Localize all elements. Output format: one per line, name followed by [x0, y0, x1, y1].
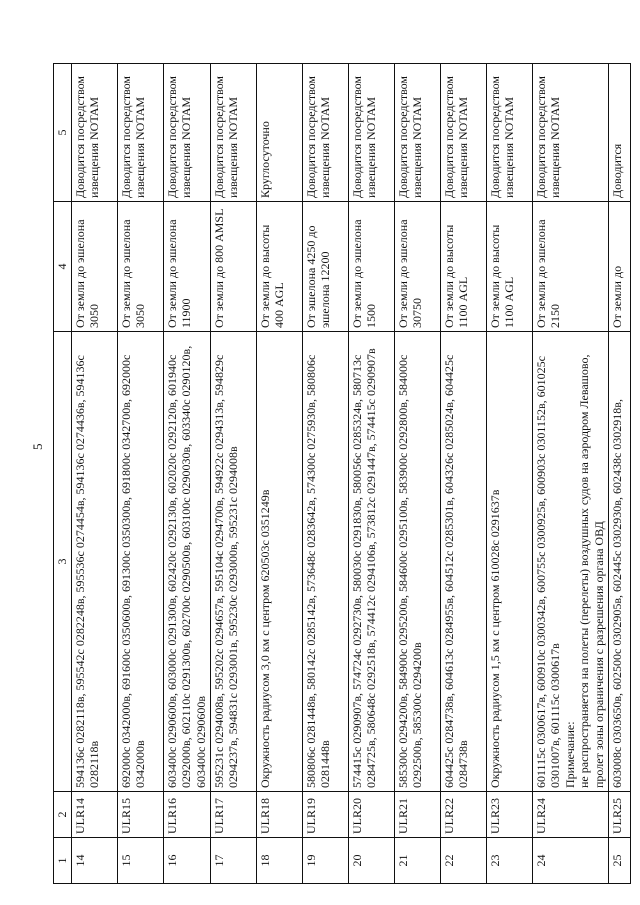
- zone-coordinates: 692000с 0342000в, 691600с 0350600в, 691300с 0350300в, 691800с 0342700в, 692000с 0342000в: [117, 332, 163, 792]
- activation-mode: Доводится посредством извещения NOTAM: [486, 64, 532, 202]
- row-number: 25: [608, 838, 630, 884]
- activation-mode: Доводится посредством извещения NOTAM: [532, 64, 608, 202]
- zone-code: ULR23: [486, 792, 532, 838]
- zone-code: ULR20: [348, 792, 394, 838]
- header-row: [54, 64, 72, 884]
- zone-code: ULR15: [117, 792, 163, 838]
- row-number: 15: [117, 838, 163, 884]
- row-number: 20: [348, 838, 394, 884]
- vertical-limits: От земли до: [608, 202, 630, 332]
- row-number: 24: [532, 838, 608, 884]
- table-row: [532, 64, 608, 884]
- zone-coordinates: 601115с 0300617в, 600910с 0300342в, 600755с 0300925в, 600903с 0301152в, 601025с 0301007в, 601115с 0300617в: [533, 356, 563, 788]
- zone-code: ULR14: [71, 792, 117, 838]
- rotated-page: [53, 64, 624, 884]
- zone-coordinates: 585300с 0294200в, 584900с 0295200в, 584600с 0295100в, 583900с 0292800в, 584000с 0292500в, 585300с 0294200в: [394, 332, 440, 792]
- vertical-limits: От земли до высоты 400 AGL: [256, 202, 302, 332]
- activation-mode: Доводится посредством извещения NOTAM: [348, 64, 394, 202]
- zone-coordinates: 604425с 0284738в, 604613с 0284955в, 604512с 0285301в, 604326с 0285024в, 604425с 0284738в: [440, 332, 486, 792]
- activation-mode: Доводится посредством извещения NOTAM: [302, 64, 348, 202]
- activation-mode: Круглосуточно: [256, 64, 302, 202]
- restricted-zones-table: [53, 63, 631, 884]
- zone-coordinates: Окружность радиусом 1,5 км с центром 610028с 0291637в: [486, 332, 532, 792]
- table-row: [256, 64, 302, 884]
- table-row: [348, 64, 394, 884]
- zone-coordinates: 594136с 0282118в, 595542с 0282248в, 595536с 0274454в, 594136с 0274436в, 594136с 0282118в: [71, 332, 117, 792]
- zone-code: ULR18: [256, 792, 302, 838]
- activation-mode: Доводится посредством извещения NOTAM: [440, 64, 486, 202]
- vertical-limits: От земли до 800 AMSL: [210, 202, 256, 332]
- header-col-3: 3: [54, 332, 72, 792]
- table-row: [608, 64, 630, 884]
- table-row: [486, 64, 532, 884]
- header-col-1: 1: [54, 838, 72, 884]
- row-number: 21: [394, 838, 440, 884]
- activation-mode: Доводится посредством извещения NOTAM: [210, 64, 256, 202]
- zone-code: ULR22: [440, 792, 486, 838]
- note-text: не распространяется на полеты (перелеты) воздушных судов на аэродром Левашово, пролет зоны ограничения с разрешения органа ОВД: [577, 354, 606, 788]
- zone-code: ULR16: [163, 792, 210, 838]
- zone-coordinates: 595231с 0294008в, 595202с 0294657в, 595104с 0294700в, 594922с 0294313в, 594829с 0294237в, 594831с 0293001в, 595230с 0293000в, 595231с 0294008в: [210, 332, 256, 792]
- zone-code: ULR25: [608, 792, 630, 838]
- vertical-limits: От земли до эшелона 3050: [117, 202, 163, 332]
- zone-coordinates: 574415с 0290907в, 574724с 0292730в, 580030с 0291830в, 580056с 0285324в, 580713с 0284725в, 580648с 0292518в, 574412с 0294106в, 573812с 0291447в, 574415с 0290907в: [348, 332, 394, 792]
- row-number: 19: [302, 838, 348, 884]
- row-number: 16: [163, 838, 210, 884]
- table-row: [394, 64, 440, 884]
- table-row: [210, 64, 256, 884]
- vertical-limits: От земли до эшелона 11900: [163, 202, 210, 332]
- zone-coordinates: Окружность радиусом 3,0 км с центром 620503с 0351249в: [256, 332, 302, 792]
- vertical-limits: От земли до эшелона 30750: [394, 202, 440, 332]
- table-row: [163, 64, 210, 884]
- vertical-limits: От земли до высоты 1100 AGL: [486, 202, 532, 332]
- table-row: [117, 64, 163, 884]
- activation-mode: Доводится посредством извещения NOTAM: [117, 64, 163, 202]
- table-row: [71, 64, 117, 884]
- row-number: 18: [256, 838, 302, 884]
- vertical-limits: От земли до высоты 1100 AGL: [440, 202, 486, 332]
- row-number: 22: [440, 838, 486, 884]
- vertical-limits: От земли до эшелона 1500: [348, 202, 394, 332]
- vertical-limits: От земли до эшелона 3050: [71, 202, 117, 332]
- table-row: [440, 64, 486, 884]
- activation-mode: Доводится посредством извещения NOTAM: [394, 64, 440, 202]
- page-number: 5: [30, 443, 45, 450]
- header-col-2: 2: [54, 792, 72, 838]
- zone-code: ULR17: [210, 792, 256, 838]
- zone-code: ULR21: [394, 792, 440, 838]
- note-label: Примечание:: [562, 721, 577, 788]
- activation-mode: Доводится посредством извещения NOTAM: [71, 64, 117, 202]
- vertical-limits: От эшелона 4250 до эшелона 12200: [302, 202, 348, 332]
- header-col-4: 4: [54, 202, 72, 332]
- zone-coordinates: 603008с 0303650в, 602500с 0302905в, 602445с 0302930в, 602438с 0302918в,: [608, 332, 630, 792]
- zone-coordinates-cell: [532, 332, 608, 792]
- header-col-5: 5: [54, 64, 72, 202]
- row-number: 17: [210, 838, 256, 884]
- zone-code: ULR24: [532, 792, 608, 838]
- activation-mode: Доводится: [608, 64, 630, 202]
- zone-code: ULR19: [302, 792, 348, 838]
- row-number: 23: [486, 838, 532, 884]
- row-number: 14: [71, 838, 117, 884]
- zone-coordinates: 580806с 0281448в, 580142с 0285142в, 573648с 0283642в, 574300с 0275930в, 580806с 0281448в: [302, 332, 348, 792]
- zone-coordinates: 603400с 0290600в, 603000с 0291300в, 602420с 0292130в, 602020с 0292120в, 601940с 0292000в, 602110с 0291300в, 602700с 0290500в, 603100с 0290030в, 603340с 0290120в, 603400с 0290600в: [163, 332, 210, 792]
- activation-mode: Доводится посредством извещения NOTAM: [163, 64, 210, 202]
- vertical-limits: От земли до эшелона 2150: [532, 202, 608, 332]
- table-row: [302, 64, 348, 884]
